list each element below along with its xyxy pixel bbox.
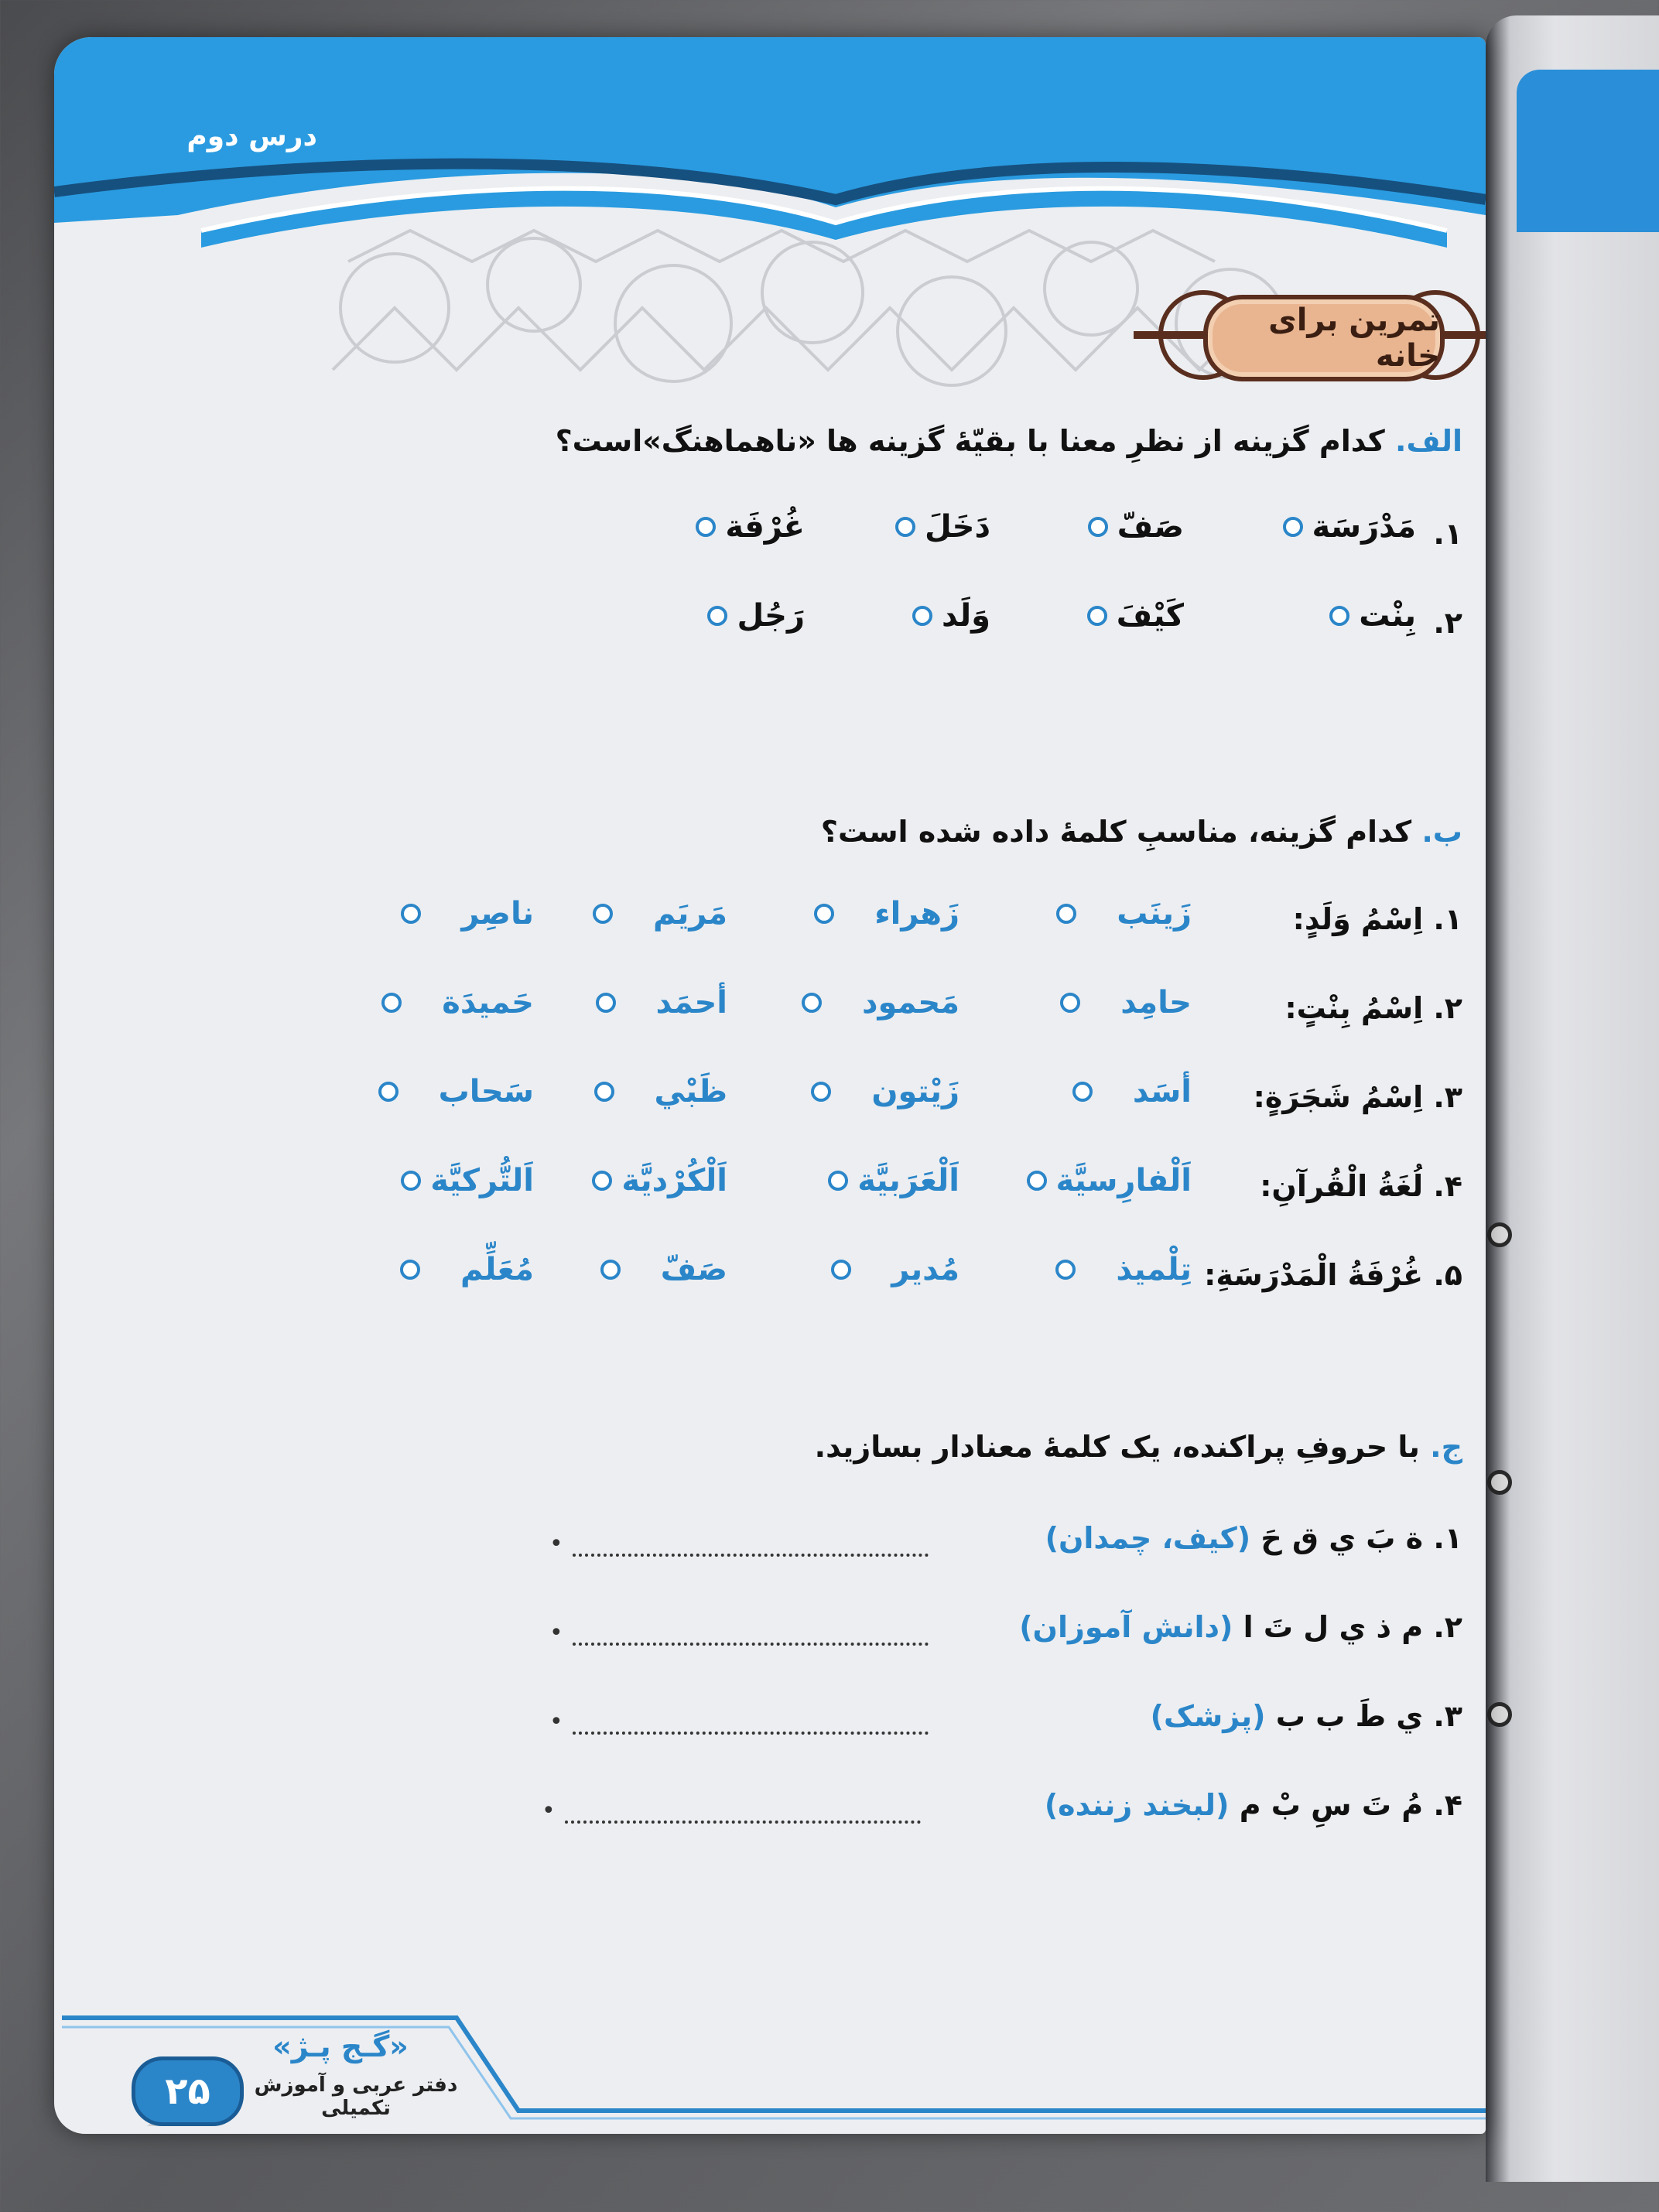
radio-circle[interactable] xyxy=(593,904,613,924)
scrambled-letters-row: ۴. مُ تَ سِ بْ م (لبخند زننده) xyxy=(1044,1788,1462,1822)
option-word: کَیْفَ xyxy=(1116,598,1184,634)
radio-circle[interactable] xyxy=(912,606,932,626)
answer-period: • xyxy=(549,1530,563,1557)
option-choice[interactable] xyxy=(1088,509,1184,545)
option-choice[interactable] xyxy=(828,1163,959,1198)
radio-circle[interactable] xyxy=(401,904,421,924)
section-a-title xyxy=(556,424,1462,458)
option-choice[interactable] xyxy=(1283,509,1417,545)
option-choice[interactable] xyxy=(401,896,534,932)
option-word: اَلْعَرَبیَّة xyxy=(857,1163,959,1198)
radio-circle[interactable] xyxy=(381,993,402,1013)
option-word: حَمیدَة xyxy=(442,985,534,1021)
option-word: مَدْرَسَة xyxy=(1312,509,1416,545)
radio-circle[interactable] xyxy=(707,606,727,626)
radio-circle[interactable] xyxy=(1329,606,1349,626)
radio-circle[interactable] xyxy=(831,1260,851,1280)
option-choice[interactable] xyxy=(1056,896,1192,932)
adjacent-page-circle xyxy=(1487,1222,1512,1247)
section-b-title xyxy=(821,815,1462,849)
page-footer xyxy=(54,1964,1486,2134)
option-choice[interactable] xyxy=(594,1074,727,1109)
adjacent-page-band xyxy=(1517,70,1659,232)
radio-circle[interactable] xyxy=(1027,1171,1047,1191)
section-a-row-number: ۱. xyxy=(1433,517,1462,551)
option-word: أحمَد xyxy=(655,985,727,1021)
radio-circle[interactable] xyxy=(1060,993,1080,1013)
option-word: زَیْتون xyxy=(871,1074,959,1109)
section-a-question: کدام گزینه از نظرِ معنا با بقیّهٔ گزینه ها «ناهماهنگ»است؟ xyxy=(555,424,1385,458)
radio-circle[interactable] xyxy=(895,517,915,537)
option-choice[interactable] xyxy=(1072,1074,1192,1109)
book-name: «گـج پـژ» xyxy=(272,2029,409,2063)
answer-line[interactable] xyxy=(573,1554,929,1557)
meaning-hint: (کیف، چمدان) xyxy=(1045,1521,1251,1555)
meaning-hint: (لبخند زننده) xyxy=(1044,1788,1230,1822)
option-word: زَهراء xyxy=(874,896,959,932)
adjacent-page xyxy=(1486,15,1659,2182)
option-choice[interactable] xyxy=(596,985,727,1021)
radio-circle[interactable] xyxy=(1056,904,1076,924)
option-choice[interactable] xyxy=(381,985,534,1021)
option-choice[interactable] xyxy=(814,896,959,932)
option-word: وَلَد xyxy=(942,598,990,634)
option-word: زَینَب xyxy=(1117,896,1192,932)
page-number: ۲۵ xyxy=(132,2056,244,2126)
option-word: اَلتُّرکیَّة xyxy=(430,1163,534,1198)
adjacent-page-circle xyxy=(1487,1702,1512,1727)
scrambled-letters-row: ۱. ة بَ ي ق حَ (کیف، چمدان) xyxy=(1045,1521,1462,1555)
section-a-row-number: ۲. xyxy=(1433,606,1462,640)
section-b-row-label: ۵. غُرْفَةُ الْمَدْرَسَةِ: xyxy=(1204,1258,1462,1292)
exercise-label: تمرین برای خانه xyxy=(1203,295,1445,381)
radio-circle[interactable] xyxy=(828,1171,848,1191)
radio-circle[interactable] xyxy=(1055,1260,1076,1280)
option-word: مُدیر xyxy=(891,1252,959,1287)
option-choice[interactable] xyxy=(912,598,990,634)
answer-line[interactable] xyxy=(565,1821,921,1824)
section-b-row-label: ۲. اِسْمُ بِنْتٍ: xyxy=(1284,991,1462,1025)
radio-circle[interactable] xyxy=(378,1082,399,1102)
radio-circle[interactable] xyxy=(401,1171,421,1191)
section-c-letter: ج. xyxy=(1430,1430,1462,1464)
answer-period: • xyxy=(549,1619,563,1646)
option-word: صَفّ xyxy=(1117,509,1184,545)
section-b-letter: ب. xyxy=(1421,815,1462,849)
option-word: مَحمود xyxy=(861,985,959,1021)
lesson-title: درس دوم xyxy=(186,121,317,152)
option-word: بِنْت xyxy=(1359,598,1416,634)
option-choice[interactable] xyxy=(593,896,727,932)
meaning-hint: (دانش آموزان) xyxy=(1019,1610,1233,1644)
section-b-row-label: ۱. اِسْمُ وَلَدٍ: xyxy=(1292,902,1462,936)
option-word: ناصِر xyxy=(461,896,534,932)
option-word: رَجُل xyxy=(737,598,805,634)
exercise-badge xyxy=(1134,258,1486,412)
radio-circle[interactable] xyxy=(594,1082,614,1102)
option-choice[interactable] xyxy=(1329,598,1416,634)
section-b-row-label: ۴. لُغَةُ الْقُرآنِ: xyxy=(1260,1169,1462,1203)
section-c-instruction: با حروفِ پراکنده، یک کلمهٔ معنادار بسازید. xyxy=(814,1430,1420,1464)
option-word: مَریَم xyxy=(652,896,727,932)
option-choice[interactable] xyxy=(1060,985,1192,1021)
book-subtitle: دفتر عربی و آموزش تکمیلی xyxy=(254,2074,458,2120)
radio-circle[interactable] xyxy=(696,517,716,537)
option-word: صَفّ xyxy=(660,1252,727,1287)
option-word: مُعَلِّم xyxy=(460,1252,534,1287)
option-word: دَخَلَ xyxy=(924,509,990,545)
answer-period: • xyxy=(542,1797,556,1824)
meaning-hint: (پزشک) xyxy=(1150,1699,1266,1733)
answer-period: • xyxy=(549,1708,563,1735)
option-choice[interactable] xyxy=(831,1252,959,1287)
section-b-row-label: ۳. اِسْمُ شَجَرَةٍ: xyxy=(1253,1080,1462,1114)
option-choice[interactable] xyxy=(592,1163,727,1198)
option-word: اَلْفارِسیَّة xyxy=(1055,1163,1192,1198)
answer-line[interactable] xyxy=(573,1732,929,1735)
option-choice[interactable] xyxy=(600,1252,727,1287)
radio-circle[interactable] xyxy=(811,1082,831,1102)
section-a-letter: الف. xyxy=(1395,424,1462,458)
option-choice[interactable] xyxy=(1087,598,1184,634)
radio-circle[interactable] xyxy=(596,993,616,1013)
radio-circle[interactable] xyxy=(1088,517,1108,537)
option-choice[interactable] xyxy=(802,985,959,1021)
section-c-title xyxy=(815,1430,1462,1464)
option-word: أسَد xyxy=(1132,1074,1192,1109)
option-word: تِلْمیذ xyxy=(1116,1252,1192,1287)
radio-circle[interactable] xyxy=(1087,606,1107,626)
option-word: اَلْکُرْدیَّة xyxy=(621,1163,727,1198)
radio-circle[interactable] xyxy=(814,904,834,924)
option-choice[interactable] xyxy=(401,1163,534,1198)
option-choice[interactable] xyxy=(811,1074,959,1109)
section-b-question: کدام گزینه، مناسبِ کلمهٔ داده شده است؟ xyxy=(820,815,1412,849)
option-choice[interactable] xyxy=(895,509,990,545)
workbook-page xyxy=(54,37,1486,2134)
radio-circle[interactable] xyxy=(592,1171,612,1191)
radio-circle[interactable] xyxy=(1283,517,1303,537)
radio-circle[interactable] xyxy=(600,1260,621,1280)
option-word: ظَبْي xyxy=(654,1074,727,1109)
radio-circle[interactable] xyxy=(400,1260,420,1280)
answer-line[interactable] xyxy=(573,1643,929,1646)
option-choice[interactable] xyxy=(707,598,805,634)
option-choice[interactable] xyxy=(1055,1252,1192,1287)
option-word: حامِد xyxy=(1120,985,1192,1021)
option-choice[interactable] xyxy=(1027,1163,1192,1198)
option-word: غُرْفَة xyxy=(725,509,805,545)
scrambled-letters-row: ۲. م ذ ي ل تَ ا (دانش آموزان) xyxy=(1019,1610,1462,1644)
option-choice[interactable] xyxy=(400,1252,534,1287)
option-choice[interactable] xyxy=(696,509,805,545)
adjacent-page-circle xyxy=(1487,1470,1512,1495)
option-word: سَحاب xyxy=(438,1074,534,1109)
radio-circle[interactable] xyxy=(1072,1082,1093,1102)
radio-circle[interactable] xyxy=(802,993,822,1013)
scrambled-letters-row: ۳. ي طَ ب ب (پزشک) xyxy=(1150,1699,1462,1733)
option-choice[interactable] xyxy=(378,1074,534,1109)
